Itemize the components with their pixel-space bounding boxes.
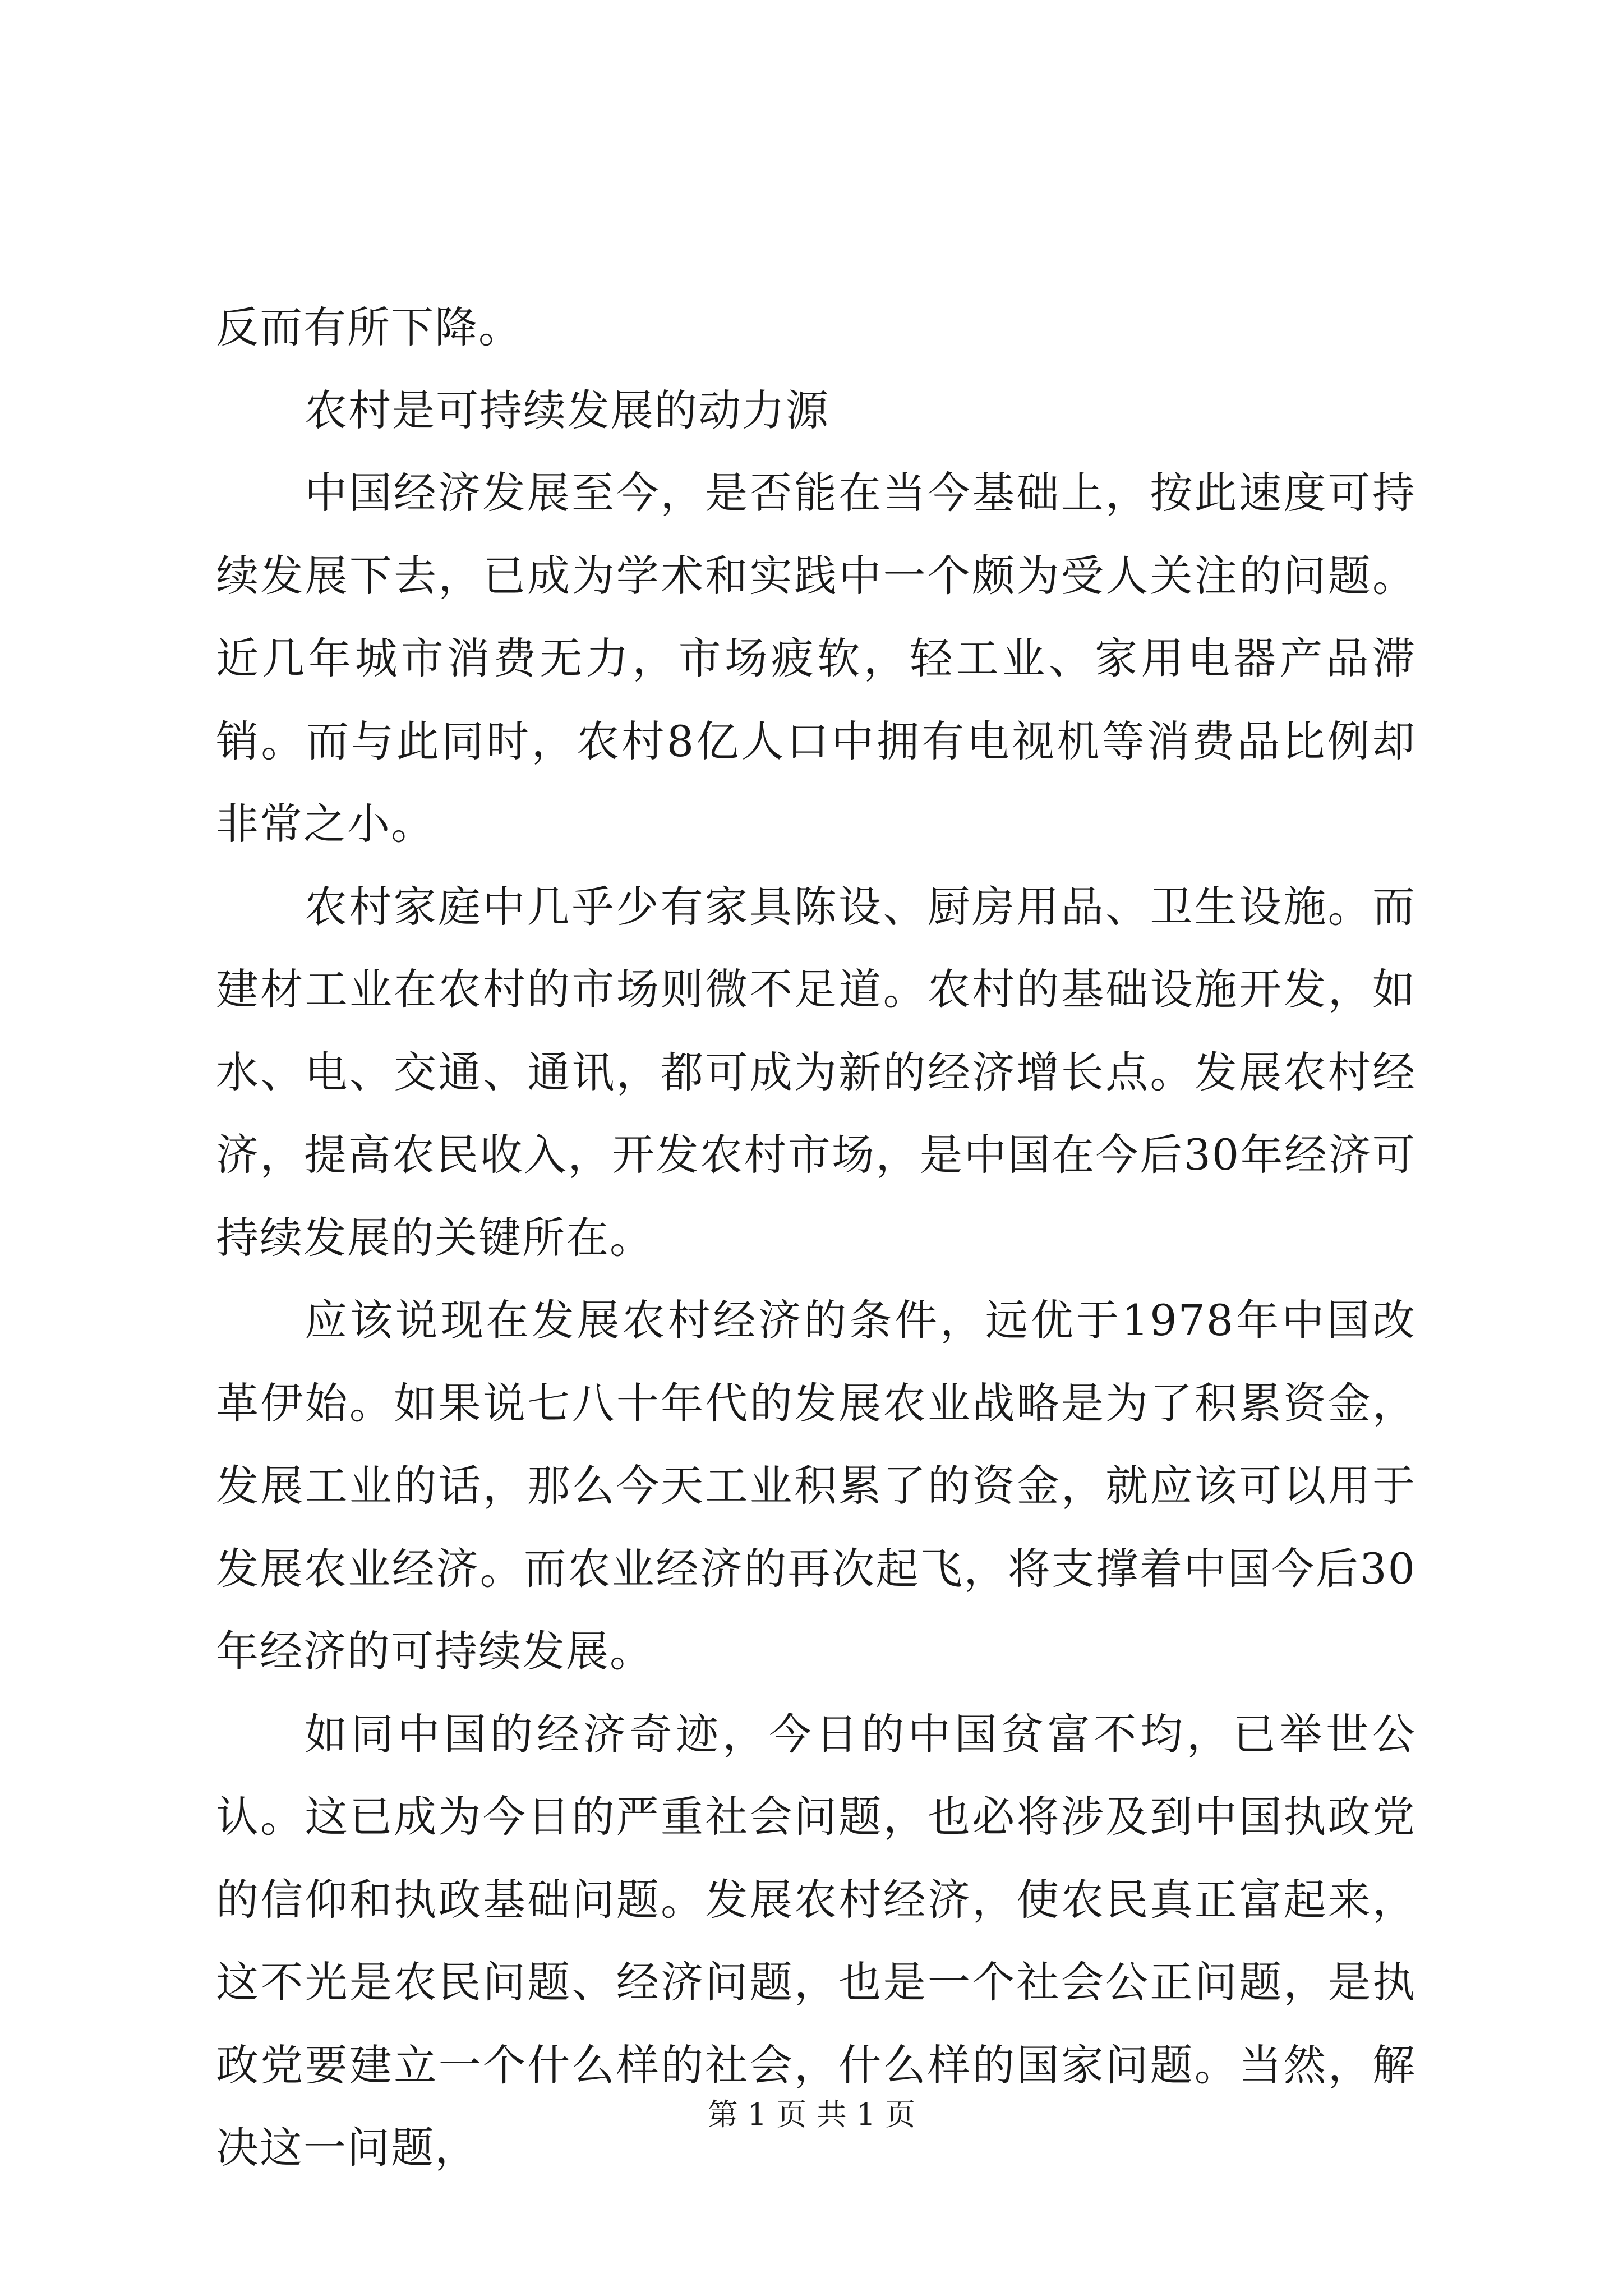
paragraph: 应该说现在发展农村经济的条件，远优于1978年中国改革伊始。如果说七八十年代的发展农业战略是为了积累资金，发展工业的话，那么今天工业积累了的资金，就应该可以用于发展农业经济。而农业经济的再次起飞，将支撑着中国今后30年经济的可持续发展。 [216, 1295, 1416, 1676]
paragraph-continuation: 反而有所下降。 [216, 302, 522, 352]
document-body [216, 286, 1416, 2189]
paragraph: 中国经济发展至今，是否能在当今基础上，按此速度可持续发展下去，已成为学术和实践中一个颇为受人关注的问题。近几年城市消费无力，市场疲软，轻工业、家用电器产品滞销。而与此同时，农村8亿人口中拥有电视机等消费品比例却非常之小。 [216, 468, 1416, 849]
page-footer: 第 1 页 共 1 页 [707, 2097, 916, 2132]
paragraph: 农村家庭中几乎少有家具陈设、厨房用品、卫生设施。而建材工业在农村的市场则微不足道。农村的基础设施开发，如水、电、交通、通讯，都可成为新的经济增长点。发展农村经济，提高农民收入，开发农村市场，是中国在今后30年经济可持续发展的关键所在。 [216, 881, 1416, 1263]
paragraph: 如同中国的经济奇迹，今日的中国贫富不均，已举世公认。这已成为今日的严重社会问题，也必将涉及到中国执政党的信仰和执政基础问题。发展农村经济，使农民真正富起来，这不光是农民问题、经济问题，也是一个社会公正问题，是执政党要建立一个什么样的社会，什么样的国家问题。当然，解决这一问题， [216, 1709, 1416, 2173]
section-heading: 农村是可持续发展的动力源 [305, 385, 829, 435]
